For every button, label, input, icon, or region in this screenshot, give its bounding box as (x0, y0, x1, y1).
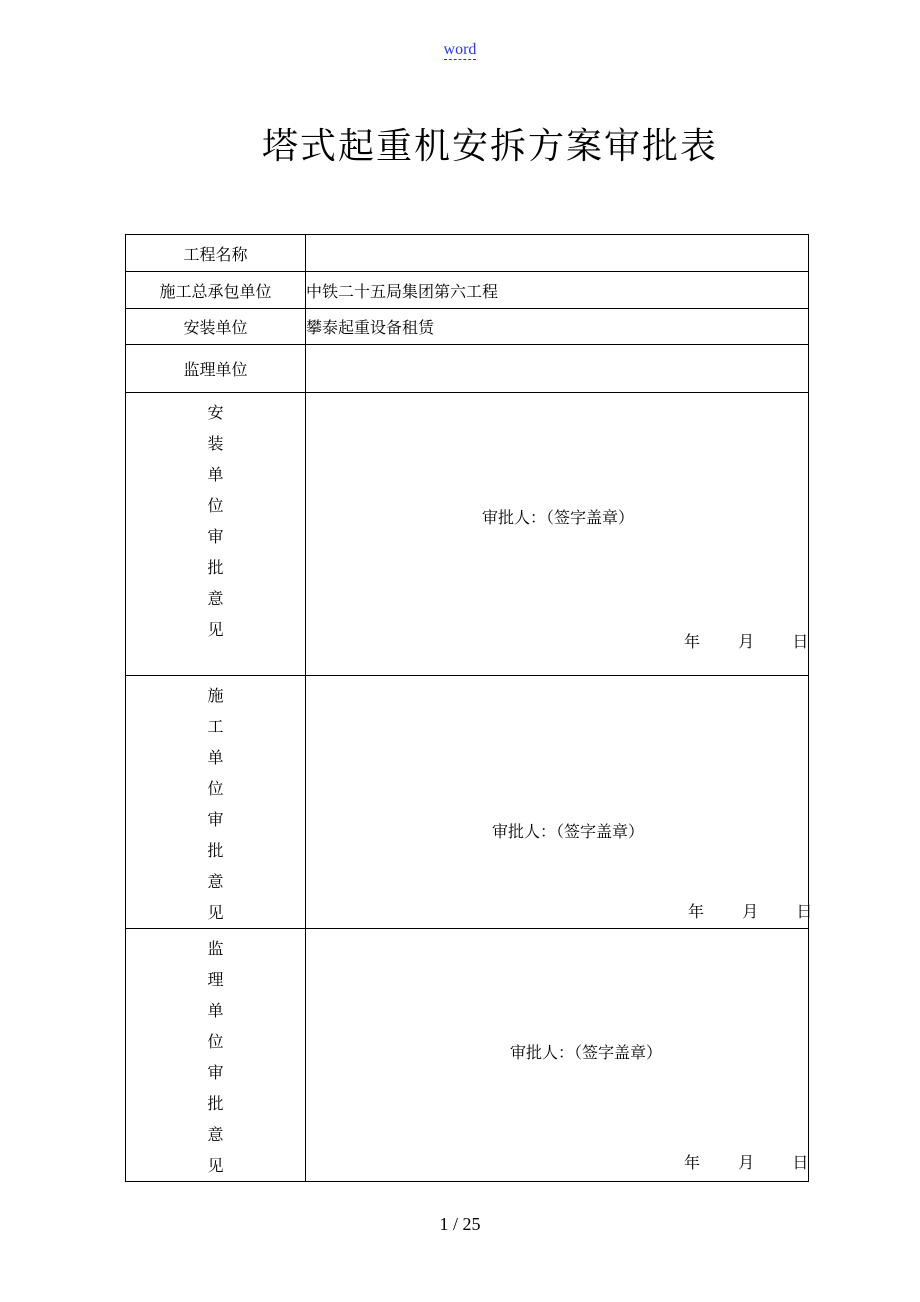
label-char: 批 (207, 841, 224, 860)
label-char: 位 (207, 496, 224, 515)
table-row-general-contractor (126, 272, 809, 309)
approver-signature-label: 审批人：（签字盖章） (482, 508, 635, 527)
label-char: 单 (207, 465, 224, 484)
page-indicator: 1 / 25 (439, 1214, 481, 1234)
date-year: 年 (684, 632, 701, 651)
value-project-name (306, 235, 809, 272)
label-char: 见 (207, 1156, 224, 1175)
section-installation-approval (126, 393, 809, 676)
opinion-cell-supervision (306, 929, 809, 1182)
date-month: 月 (738, 632, 755, 651)
header-link-text[interactable]: word (443, 41, 477, 58)
date-month: 月 (738, 1153, 755, 1172)
section-construction-approval (126, 676, 809, 929)
table-row-project-name (126, 235, 809, 272)
opinion-cell-construction (306, 676, 813, 929)
label-char: 审 (207, 1063, 224, 1082)
label-char: 意 (207, 589, 224, 608)
label-char: 单 (207, 1001, 224, 1020)
label-char: 工 (207, 717, 224, 736)
approver-signature-label: 审批人：（签字盖章） (492, 822, 645, 841)
label-char: 见 (207, 620, 224, 639)
label-char: 位 (207, 779, 224, 798)
date-line (684, 629, 808, 652)
date-day: 日 (796, 902, 813, 921)
opinion-cell-installation (306, 393, 809, 676)
section-label-supervision (126, 929, 306, 1182)
date-line (684, 1150, 808, 1173)
label-char: 审 (207, 810, 224, 829)
approval-form-table (125, 234, 813, 1182)
label-char: 批 (207, 1094, 224, 1113)
date-day: 日 (792, 1153, 809, 1172)
label-char: 见 (207, 903, 224, 922)
date-month: 月 (742, 902, 759, 921)
label-supervision-unit: 监理单位 (126, 345, 306, 393)
table-row-supervision-unit (126, 345, 809, 393)
section-label-installation (126, 393, 306, 676)
label-char: 意 (207, 1125, 224, 1144)
date-year: 年 (684, 1153, 701, 1172)
label-char: 装 (207, 434, 224, 453)
label-char: 意 (207, 872, 224, 891)
label-installation-unit: 安装单位 (126, 309, 306, 345)
label-project-name: 工程名称 (126, 235, 306, 272)
value-installation-unit: 攀泰起重设备租赁 (306, 309, 809, 345)
label-char: 批 (207, 558, 224, 577)
date-year: 年 (688, 902, 705, 921)
value-supervision-unit (306, 345, 809, 393)
label-char: 施 (207, 686, 224, 705)
document-title: 塔式起重机安拆方案审批表 (261, 126, 718, 167)
section-supervision-approval (126, 929, 809, 1182)
table-row-installation-unit (126, 309, 809, 345)
label-char: 位 (207, 1032, 224, 1051)
label-char: 监 (207, 939, 224, 958)
label-char: 单 (207, 748, 224, 767)
label-char: 理 (207, 970, 224, 989)
date-day: 日 (792, 632, 809, 651)
label-general-contractor: 施工总承包单位 (126, 272, 306, 309)
section-label-construction (126, 676, 306, 929)
label-char: 安 (207, 403, 224, 422)
label-char: 审 (207, 527, 224, 546)
header-word-link[interactable] (0, 41, 920, 59)
value-general-contractor: 中铁二十五局集团第六工程 (306, 272, 809, 309)
date-line (688, 899, 812, 922)
approver-signature-label: 审批人：（签字盖章） (510, 1043, 663, 1062)
